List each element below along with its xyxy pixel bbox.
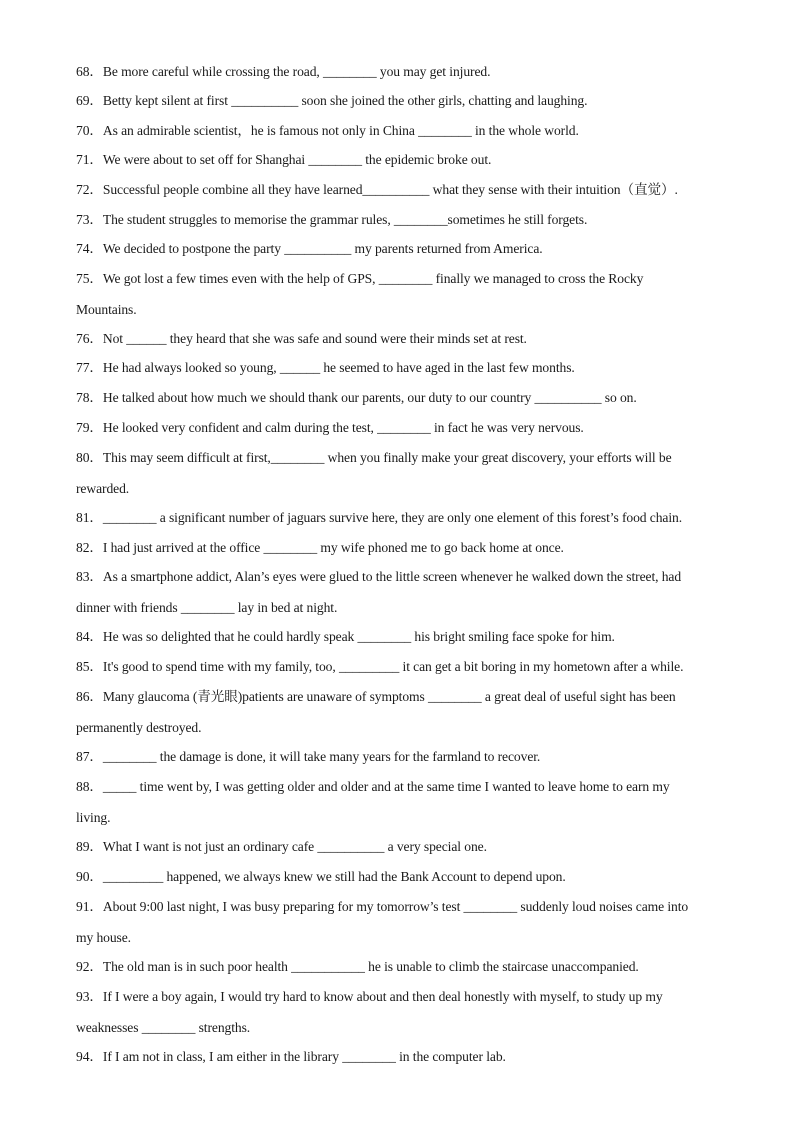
question-86: 86．Many glaucoma (青光眼)patients are unaware of symptoms ________ a great deal of useful sight has been [76, 689, 676, 704]
question-84: 84．He was so delighted that he could hardly speak ________ his bright smiling face spoke for him. [76, 629, 615, 644]
question-91: 91．About 9:00 last night, I was busy preparing for my tomorrow’s test ________ suddenly loud noises came into [76, 899, 689, 914]
question-71: 71．We were about to set off for Shanghai ________ the epidemic broke out. [76, 152, 492, 167]
question-92: 92．The old man is in such poor health ___________ he is unable to climb the staircase unaccompanied. [76, 959, 639, 974]
question-85: 85．It's good to spend time with my family, too, _________ it can get a bit boring in my hometown after a while. [76, 659, 684, 674]
question-89: 89．What I want is not just an ordinary cafe __________ a very special one. [76, 839, 487, 854]
question-69: 69．Betty kept silent at first __________ soon she joined the other girls, chatting and laughing. [76, 93, 588, 108]
question-94: 94．If I am not in class, I am either in the library ________ in the computer lab. [76, 1049, 506, 1064]
question-83: 83．As a smartphone addict, Alan’s eyes were glued to the little screen whenever he walked down the street, had [76, 569, 682, 584]
question-93: 93．If I were a boy again, I would try hard to know about and then deal honestly with myself, to study up my [76, 989, 663, 1004]
question-81: 81．________ a significant number of jaguars survive here, they are only one element of this forest’s food chain. [76, 510, 683, 525]
question-76: 76．Not ______ they heard that she was safe and sound were their minds set at rest. [76, 331, 527, 346]
question-90: 90．_________ happened, we always knew we still had the Bank Account to depend upon. [76, 869, 566, 884]
question-82: 82．I had just arrived at the office ________ my wife phoned me to go back home at once. [76, 540, 564, 555]
question-68: 68．Be more careful while crossing the road, ________ you may get injured. [76, 64, 491, 79]
question-88-cont: living. [76, 810, 111, 825]
question-93-cont: weaknesses ________ strengths. [76, 1020, 251, 1035]
question-80: 80．This may seem difficult at first,________ when you finally make your great discovery, your efforts will be [76, 450, 672, 465]
question-72: 72．Successful people combine all they have learned__________ what they sense with their intuition（直觉）. [76, 182, 678, 197]
question-70: 70．As an admirable scientist，he is famous not only in China ________ in the whole world. [76, 123, 579, 138]
question-83-cont: dinner with friends ________ lay in bed at night. [76, 600, 338, 615]
question-75-cont: Mountains. [76, 302, 137, 317]
question-87: 87．________ the damage is done, it will take many years for the farmland to recover. [76, 749, 541, 764]
question-80-cont: rewarded. [76, 481, 130, 496]
question-73: 73．The student struggles to memorise the grammar rules, ________sometimes he still forgets. [76, 212, 588, 227]
question-74: 74．We decided to postpone the party __________ my parents returned from America. [76, 241, 543, 256]
question-79: 79．He looked very confident and calm during the test, ________ in fact he was very nervous. [76, 420, 584, 435]
question-88: 88．_____ time went by, I was getting older and older and at the same time I wanted to leave home to earn my [76, 779, 670, 794]
question-86-cont: permanently destroyed. [76, 720, 202, 735]
question-91-cont: my house. [76, 930, 131, 945]
question-78: 78．He talked about how much we should thank our parents, our duty to our country __________ so on. [76, 390, 637, 405]
question-77: 77．He had always looked so young, ______ he seemed to have aged in the last few months. [76, 360, 575, 375]
question-75: 75．We got lost a few times even with the help of GPS, ________ finally we managed to cross the Rocky [76, 271, 644, 286]
